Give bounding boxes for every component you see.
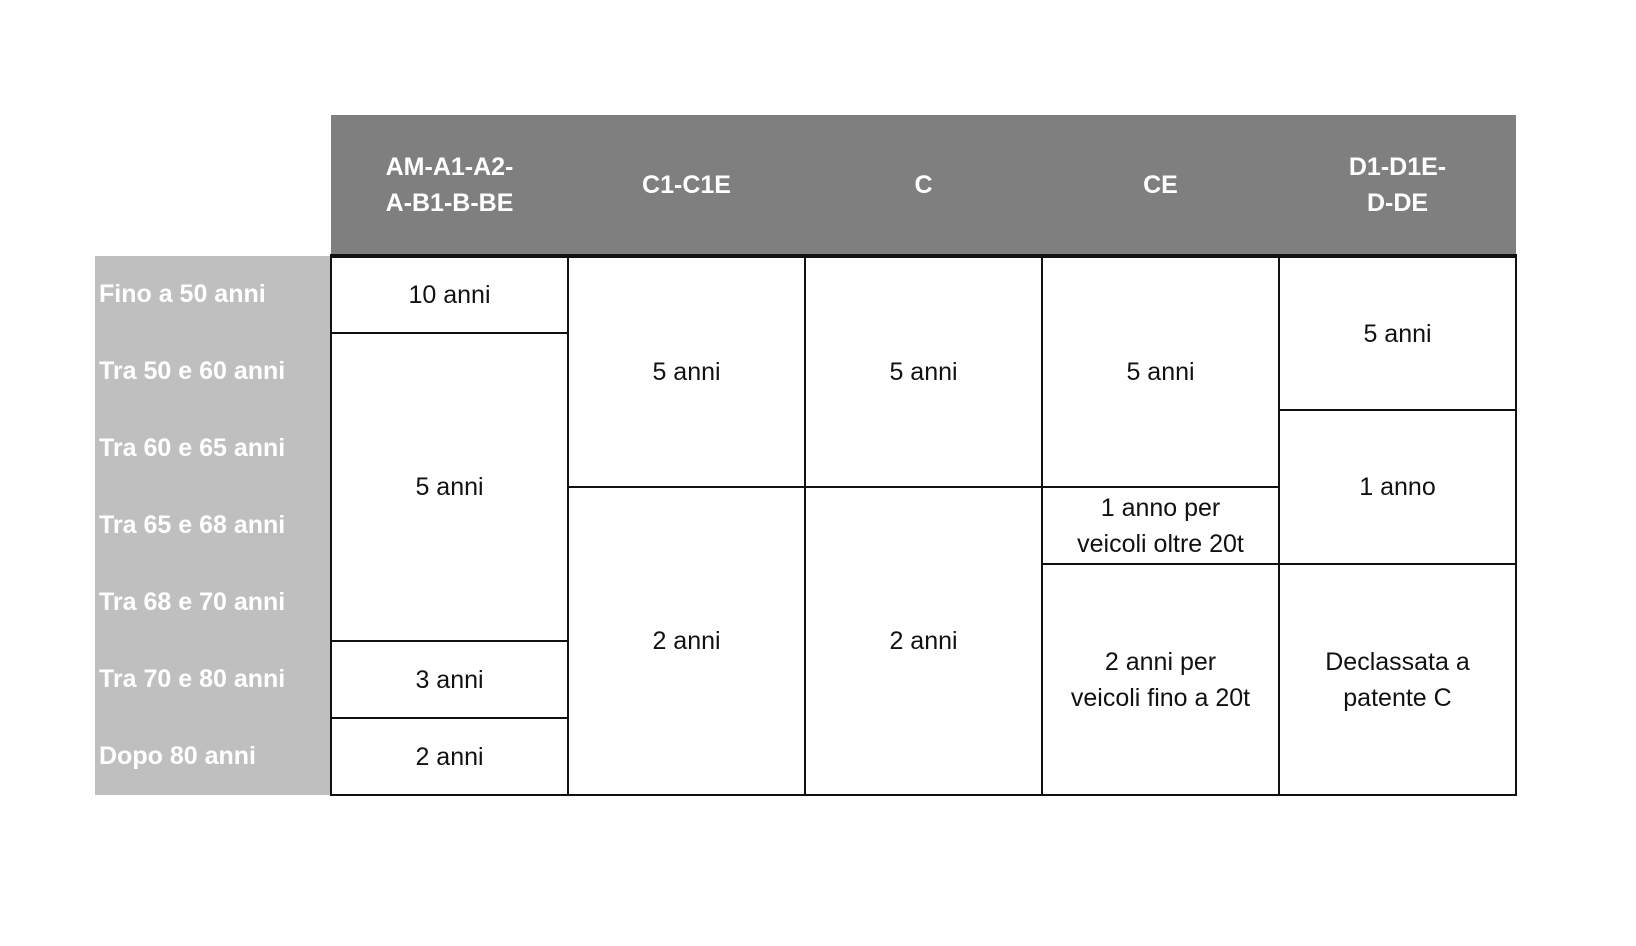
row-header-65-68: Tra 65 e 68 anni (95, 487, 331, 564)
cell-c-up-to-65: 5 anni (805, 256, 1042, 487)
row-header-68-70: Tra 68 e 70 anni (95, 564, 331, 641)
license-renewal-table (95, 115, 1517, 796)
license-renewal-table-container (95, 115, 1517, 796)
cell-am-b-70-80: 3 anni (331, 641, 568, 718)
cell-c1-up-to-65: 5 anni (568, 256, 805, 487)
corner-cell (95, 115, 331, 256)
cell-am-b-after-80: 2 anni (331, 718, 568, 795)
cell-d-60-68: 1 anno (1279, 410, 1516, 564)
cell-am-b-50-70: 5 anni (331, 333, 568, 641)
column-header-c1-c1e: C1-C1E (568, 115, 805, 256)
column-header-am-b: AM-A1-A2- A-B1-B-BE (331, 115, 568, 256)
cell-ce-up-to-65: 5 anni (1042, 256, 1279, 487)
cell-ce-65-68: 1 anno per veicoli oltre 20t (1042, 487, 1279, 564)
cell-ce-after-68: 2 anni per veicoli fino a 20t (1042, 564, 1279, 795)
row-header-after-80: Dopo 80 anni (95, 718, 331, 795)
row-header-60-65: Tra 60 e 65 anni (95, 410, 331, 487)
cell-am-b-up-to-50: 10 anni (331, 256, 568, 333)
row-header-up-to-50: Fino a 50 anni (95, 256, 331, 333)
row-header-50-60: Tra 50 e 60 anni (95, 333, 331, 410)
cell-c-after-65: 2 anni (805, 487, 1042, 795)
column-header-c: C (805, 115, 1042, 256)
table-row (95, 256, 1516, 333)
cell-c1-after-65: 2 anni (568, 487, 805, 795)
header-row (95, 115, 1516, 256)
column-header-ce: CE (1042, 115, 1279, 256)
cell-d-up-to-60: 5 anni (1279, 256, 1516, 410)
column-header-d: D1-D1E- D-DE (1279, 115, 1516, 256)
row-header-70-80: Tra 70 e 80 anni (95, 641, 331, 718)
cell-d-after-68: Declassata a patente C (1279, 564, 1516, 795)
